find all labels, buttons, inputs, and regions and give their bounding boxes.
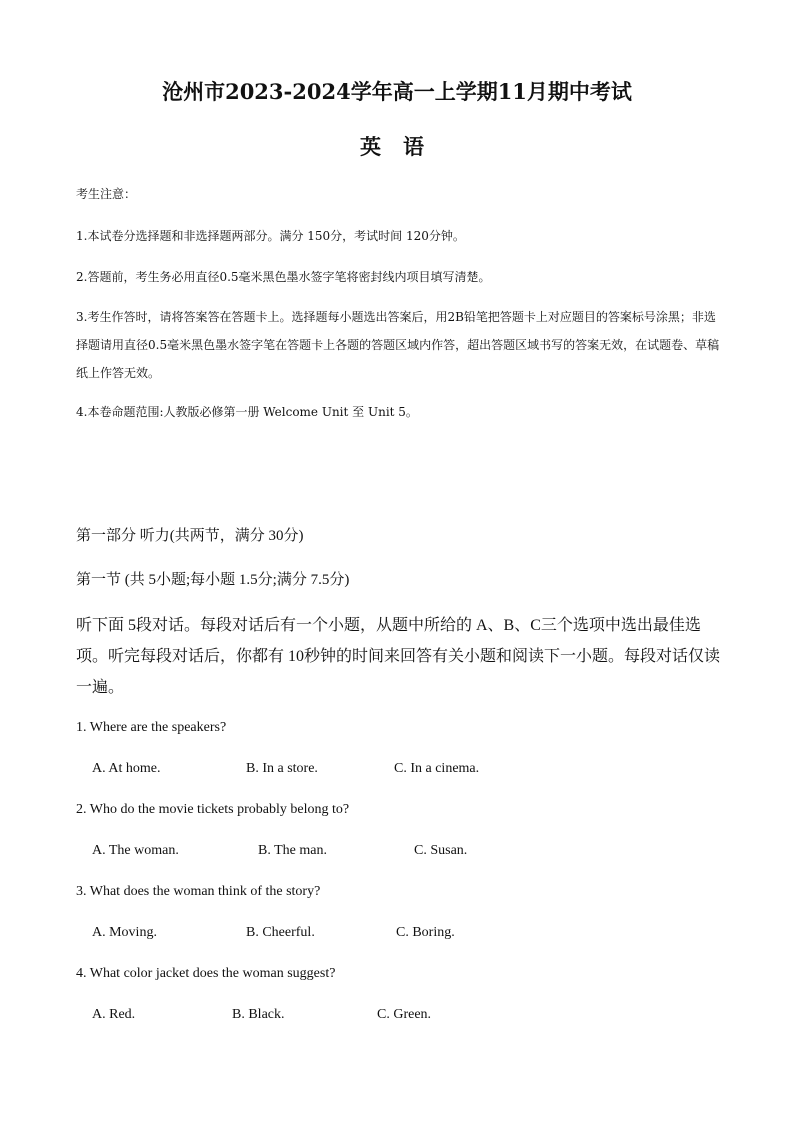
option-a: A. Moving.: [92, 925, 157, 940]
option-b: B. In a store.: [246, 761, 318, 776]
section-instructions: 听下面 5段对话。每段对话后有一个小题，从题中所给的 A、B、C三个选项中选出最佳选项。听完每段对话后，你都有 10秒钟的时间来回答有关小题和阅读下一小题。每段对话仅读一遍。: [76, 617, 721, 696]
option-b: B. Cheerful.: [246, 925, 315, 940]
question-stem: 2. Who do the movie tickets probably belong to?: [76, 802, 350, 817]
notice-item: 1.本试卷分选择题和非选择题两部分。满分 150分，考试时间 120分钟。: [76, 229, 465, 243]
notice-heading: 考生注意：: [76, 187, 137, 201]
option-a: A. Red.: [92, 1007, 136, 1022]
option-c: C. Green.: [377, 1007, 432, 1022]
question-stem: 3. What does the woman think of the story?: [76, 884, 321, 899]
notice-item: 4.本卷命题范围:人教版必修第一册 Welcome Unit 至 Unit 5。: [76, 405, 418, 419]
option-a: A. The woman.: [92, 843, 179, 858]
part-title: 第一部分 听力(共两节，满分 30分): [76, 528, 304, 544]
notice-item: 3.考生作答时，请将答案答在答题卡上。选择题每小题选出答案后，用2B铅笔把答题卡上对应题目的答案标号涂黑；非选择题请用直径0.5毫米黑色墨水签字笔在答题卡上各题的答题区域内作答，超出答题区域书写的答案无效，在试题卷、草稿纸上作答无效。: [76, 310, 720, 380]
question-stem: 1. Where are the speakers?: [76, 720, 227, 735]
option-b: B. Black.: [232, 1007, 285, 1022]
option-c: C. Boring.: [396, 925, 455, 940]
exam-subject: 英语: [360, 134, 446, 159]
notice-item: 2.答题前，考生务必用直径0.5毫米黑色墨水签字笔将密封线内项目填写清楚。: [76, 270, 491, 284]
option-b: B. The man.: [258, 843, 327, 858]
option-a: A. At home.: [92, 761, 161, 776]
exam-title: 沧州市2023-2024学年高一上学期11月期中考试: [162, 79, 632, 104]
option-c: C. In a cinema.: [394, 761, 480, 776]
question-stem: 4. What color jacket does the woman suggest?: [76, 966, 336, 981]
section-title: 第一节 (共 5小题;每小题 1.5分;满分 7.5分): [76, 572, 350, 588]
option-c: C. Susan.: [414, 843, 468, 858]
